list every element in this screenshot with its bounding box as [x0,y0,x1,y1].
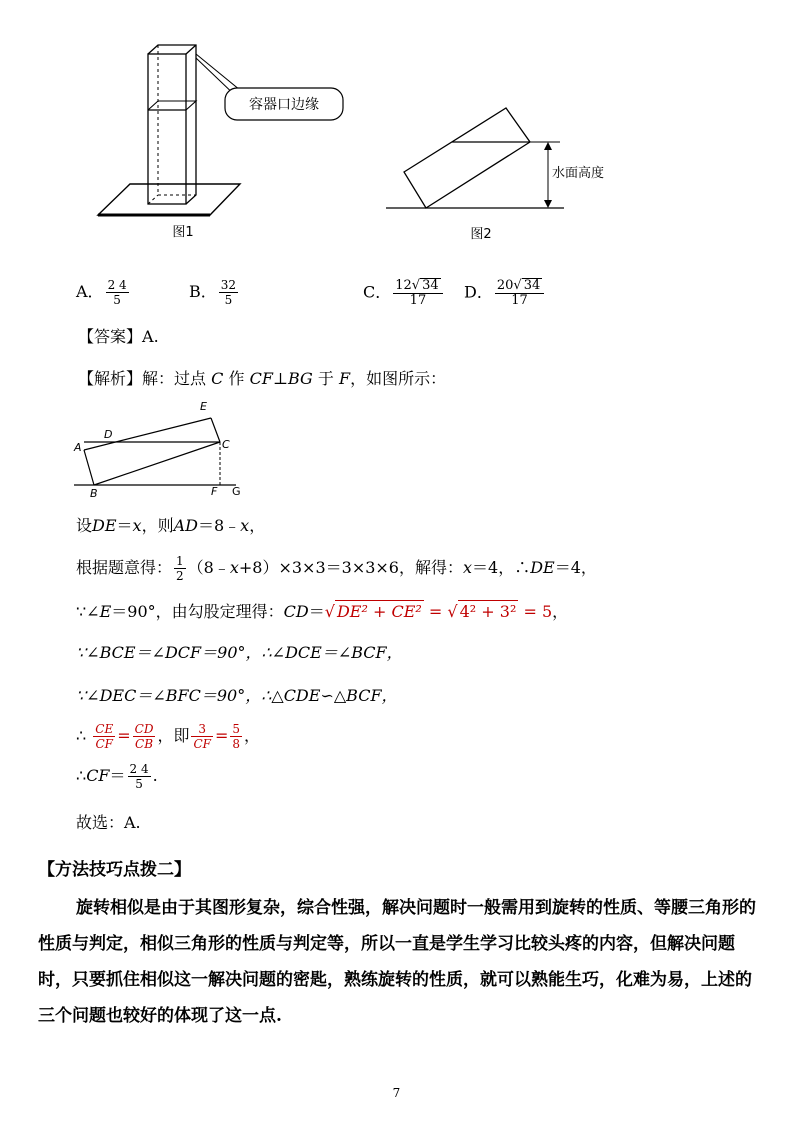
figure-2-container [380,100,620,248]
answer-line: 【答案】A. [78,327,159,346]
fig1-base-plane [98,184,240,215]
analysis-line: 【解析】解：过点 C 作 CF⊥BG 于 F，如图所示： [78,369,447,388]
option-b: B． $\frac{32}{5}$ [189,278,237,307]
svg-text:B: B [90,487,98,500]
step-2: 根据题意得： $\frac{1}{2}$ （8﹣x+8）×3×3＝3×3×6，解得：x＝4，∴DE＝4， [76,554,597,583]
option-c: C． $\frac{12√ 34}{17}$ [363,278,445,308]
step-7: ∴CF＝ $\frac{2 4}{5}$ . [76,762,158,791]
step-3: ∵∠E＝90°，由勾股定理得：CD＝√ DE² + CE² = √ 4² + 3² = 5， [76,602,569,621]
option-d: D． $\frac{20√ 34}{17}$ [464,278,546,308]
page-number: 7 [392,1086,401,1100]
fig1-caption: 图1 [172,225,194,240]
figure-3-container [70,396,250,502]
svg-text:G: G [232,485,241,498]
fig2-tilted-rect [404,108,530,208]
step-8: 故选：A. [76,813,141,832]
option-a: A． $\frac{2 4}{5}$ [76,278,127,307]
step-5: ∵∠DEC＝∠BFC＝90°，∴△CDE∽△BCF， [76,686,398,705]
svg-text:F: F [211,485,218,498]
step-6: ∴ $\frac{CE}{CF}$ = $\frac{CD}{CB}$ ，即 $\frac{3}{CF}$ = $\frac{5}{8}$ ， [76,722,261,751]
step-1: 设DE＝x，则AD＝8﹣x， [76,516,266,535]
svg-text:E: E [200,400,207,413]
svg-text:C: C [222,438,230,451]
fig1-container-front [148,54,186,204]
step-4: ∵∠BCE＝∠DCF＝90°，∴∠DCE＝∠BCF， [76,643,403,662]
fig1-callout-text: 容器口边缘 [249,97,319,113]
svg-text:D: D [104,428,113,441]
fig2-height-label: 水面高度 [552,166,605,181]
fig2-caption: 图2 [470,227,492,242]
svg-text:A: A [74,441,82,454]
method-heading: 【方法技巧点拨二】 [38,860,191,880]
method-paragraph: 旋转相似是由于其图形复杂，综合性强，解决问题时一般需用到旋转的性质、等腰三角形的性质与判定，相似三角形的性质与判定等，所以一直是学生学习比较头疼的内容，但解决问题时，只要抓住相似这一解决问题的密匙，熟练旋转的性质，就可以熟能生巧，化难为易，上述的三个问题也较好的体现了这一点. [38,898,756,1026]
figure-1-container [90,40,360,245]
